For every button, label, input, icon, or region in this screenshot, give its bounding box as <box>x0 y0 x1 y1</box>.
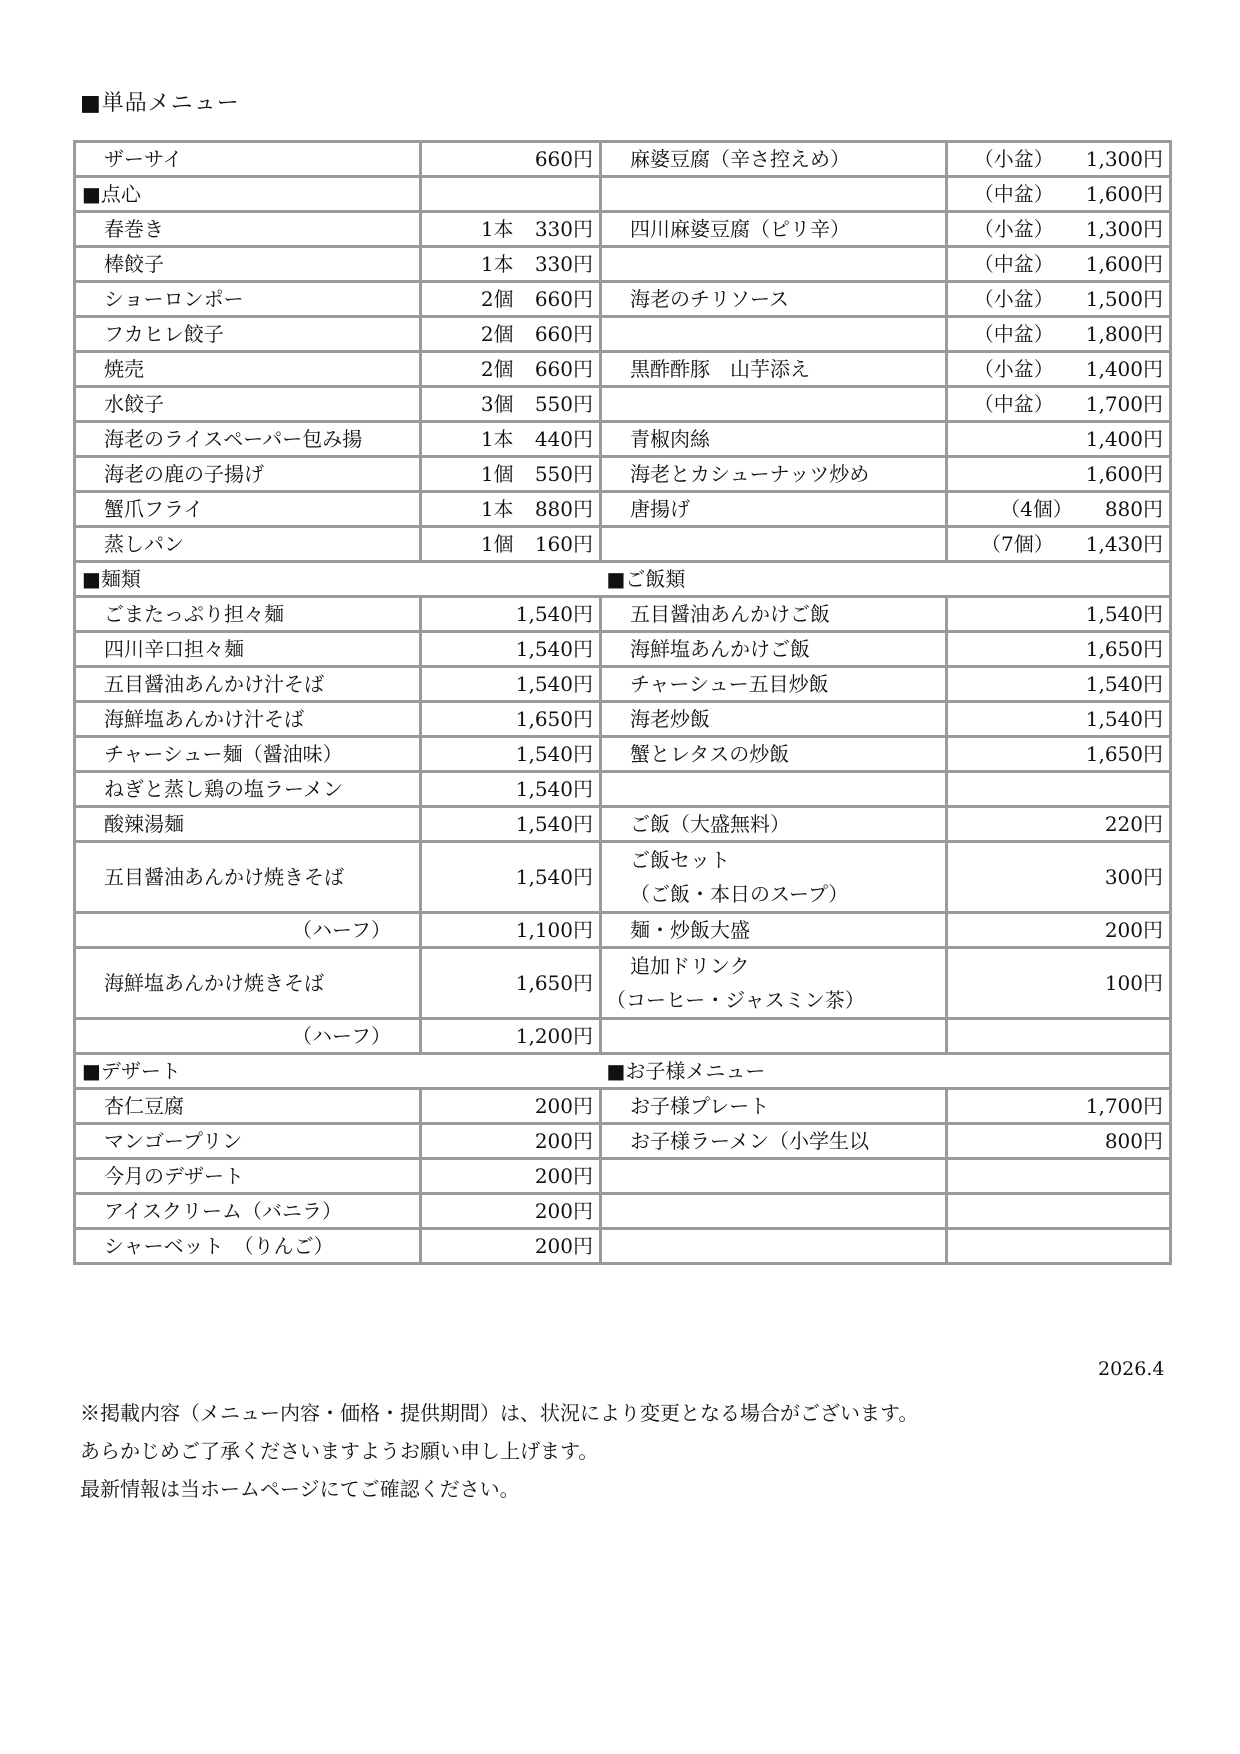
price-value: 1,800円 <box>1085 322 1163 346</box>
item-price <box>947 212 1171 247</box>
item-size: （中盆） <box>973 252 1054 276</box>
item-name-detail: （コーヒー・ジャスミン茶） <box>606 988 865 1012</box>
table-row <box>75 842 1171 913</box>
item-name <box>601 1229 947 1264</box>
item-quantity: 1本 <box>480 252 514 276</box>
item-name: お子様プレート <box>601 1089 947 1124</box>
item-price: 1,540円 <box>421 667 601 702</box>
table-row <box>75 737 1171 772</box>
table-row <box>75 1194 1171 1229</box>
item-name: 海鮮塩あんかけ焼きそば <box>75 948 421 1019</box>
price-value: 1,600円 <box>1085 252 1163 276</box>
item-name: ショーロンポー <box>75 282 421 317</box>
table-row <box>75 1229 1171 1264</box>
item-name: フカヒレ餃子 <box>75 317 421 352</box>
item-name: 酸辣湯麺 <box>75 807 421 842</box>
item-price: 1,540円 <box>947 667 1171 702</box>
item-name: 海老の鹿の子揚げ <box>75 457 421 492</box>
price-value: 1,500円 <box>1085 287 1163 311</box>
price-value: 1,300円 <box>1085 147 1163 171</box>
item-price <box>947 317 1171 352</box>
item-name: ごまたっぷり担々麺 <box>75 597 421 632</box>
price-value: 1,600円 <box>1085 462 1163 486</box>
section-heading: ■ご飯類 <box>601 562 1171 597</box>
item-quantity: 2個 <box>480 357 514 381</box>
item-name: チャーシュー五目炒飯 <box>601 667 947 702</box>
item-price: 200円 <box>421 1194 601 1229</box>
table-row <box>75 457 1171 492</box>
table-row <box>75 247 1171 282</box>
item-name: 唐揚げ <box>601 492 947 527</box>
price-value: 1,430円 <box>1085 532 1163 556</box>
item-name <box>601 247 947 282</box>
item-price: 1,540円 <box>421 772 601 807</box>
item-price <box>421 212 601 247</box>
item-name: 焼売 <box>75 352 421 387</box>
item-size: （小盆） <box>973 357 1054 381</box>
item-price <box>947 352 1171 387</box>
item-price: 200円 <box>947 913 1171 948</box>
item-name: 蟹とレタスの炒飯 <box>601 737 947 772</box>
item-price: 1,540円 <box>421 632 601 667</box>
table-row <box>75 632 1171 667</box>
item-size: （4個） <box>1000 497 1073 521</box>
item-price: 200円 <box>421 1124 601 1159</box>
item-price <box>947 527 1171 562</box>
table-row <box>75 387 1171 422</box>
item-quantity: 3個 <box>480 392 514 416</box>
item-name: 五目醤油あんかけご飯 <box>601 597 947 632</box>
table-row <box>75 317 1171 352</box>
item-price <box>421 282 601 317</box>
price-value: 550円 <box>534 462 593 486</box>
item-name: 海鮮塩あんかけ汁そば <box>75 702 421 737</box>
note-line: ※掲載内容（メニュー内容・価格・提供期間）は、状況により変更となる場合がございます。 <box>80 1401 919 1425</box>
table-row <box>75 492 1171 527</box>
price-value: 880円 <box>1104 497 1163 521</box>
item-size: （中盆） <box>973 392 1054 416</box>
table-row <box>75 807 1171 842</box>
table-row <box>75 1124 1171 1159</box>
item-price <box>421 422 601 457</box>
table-row <box>75 212 1171 247</box>
item-price: 1,100円 <box>421 913 601 948</box>
item-price <box>421 527 601 562</box>
item-price <box>421 457 601 492</box>
table-row <box>75 772 1171 807</box>
item-size: （小盆） <box>973 287 1054 311</box>
item-price <box>947 247 1171 282</box>
item-name <box>601 177 947 212</box>
item-name: 海老のチリソース <box>601 282 947 317</box>
notes <box>80 1394 918 1508</box>
item-name: 四川麻婆豆腐（ピリ辛） <box>601 212 947 247</box>
item-name <box>601 842 947 913</box>
item-price: 1,540円 <box>421 807 601 842</box>
item-price: 1,650円 <box>421 948 601 1019</box>
item-name: 海老のライスペーパー包み揚 <box>75 422 421 457</box>
table-row <box>75 1019 1171 1054</box>
item-name: お子様ラーメン（小学生以 <box>601 1124 947 1159</box>
item-name: 今月のデザート <box>75 1159 421 1194</box>
price-value: 550円 <box>534 392 593 416</box>
item-price <box>947 1194 1171 1229</box>
price-value: 1,400円 <box>1085 357 1163 381</box>
table-row <box>75 142 1171 177</box>
item-name: 蟹爪フライ <box>75 492 421 527</box>
table-row <box>75 422 1171 457</box>
item-name: 麻婆豆腐（辛さ控えめ） <box>601 142 947 177</box>
table-row <box>75 948 1171 1019</box>
section-header-row <box>75 1054 1171 1089</box>
item-name: ねぎと蒸し鶏の塩ラーメン <box>75 772 421 807</box>
item-size: （小盆） <box>973 217 1054 241</box>
item-name-line: 追加ドリンク <box>630 954 750 978</box>
item-price: 800円 <box>947 1124 1171 1159</box>
item-name: 五目醤油あんかけ汁そば <box>75 667 421 702</box>
item-quantity: 1本 <box>480 497 514 521</box>
price-value: 880円 <box>534 497 593 521</box>
item-name: マンゴープリン <box>75 1124 421 1159</box>
section-heading: ■デザート <box>75 1054 601 1089</box>
table-row <box>75 177 1171 212</box>
item-price <box>947 282 1171 317</box>
item-price: 220円 <box>947 807 1171 842</box>
item-size: （小盆） <box>973 147 1054 171</box>
item-price: 1,540円 <box>947 597 1171 632</box>
price-value: 330円 <box>534 252 593 276</box>
price-value: 660円 <box>534 322 593 346</box>
note-line: あらかじめご了承くださいますようお願い申し上げます。 <box>80 1439 599 1463</box>
item-price: 1,540円 <box>421 737 601 772</box>
item-name: アイスクリーム（バニラ） <box>75 1194 421 1229</box>
item-name <box>601 387 947 422</box>
item-price: 1,540円 <box>421 597 601 632</box>
page-title: ■単品メニュー <box>80 91 240 116</box>
item-name: 海鮮塩あんかけご飯 <box>601 632 947 667</box>
item-price: 1,650円 <box>947 632 1171 667</box>
price-value: 330円 <box>534 217 593 241</box>
item-price <box>421 247 601 282</box>
empty-cell <box>421 177 601 212</box>
item-price: 300円 <box>947 842 1171 913</box>
item-name: 麺・炒飯大盛 <box>601 913 947 948</box>
half-size-label: （ハーフ） <box>75 1019 421 1054</box>
table-row <box>75 667 1171 702</box>
item-price <box>421 492 601 527</box>
item-quantity: 1本 <box>480 217 514 241</box>
item-price <box>421 352 601 387</box>
item-name <box>601 1019 947 1054</box>
section-header-row <box>75 562 1171 597</box>
item-price: 1,650円 <box>947 737 1171 772</box>
price-value: 1,300円 <box>1085 217 1163 241</box>
price-value: 160円 <box>534 532 593 556</box>
item-price: 100円 <box>947 948 1171 1019</box>
item-price <box>947 457 1171 492</box>
item-price <box>947 492 1171 527</box>
item-name <box>601 317 947 352</box>
item-name: 杏仁豆腐 <box>75 1089 421 1124</box>
item-price: 1,200円 <box>421 1019 601 1054</box>
item-price <box>947 1159 1171 1194</box>
item-name: ご飯（大盛無料） <box>601 807 947 842</box>
item-price <box>947 142 1171 177</box>
item-price: 1,540円 <box>421 842 601 913</box>
table-row <box>75 1159 1171 1194</box>
item-name: 青椒肉絲 <box>601 422 947 457</box>
item-name <box>601 1194 947 1229</box>
table-row <box>75 913 1171 948</box>
item-name: 海老とカシューナッツ炒め <box>601 457 947 492</box>
item-name: 五目醤油あんかけ焼きそば <box>75 842 421 913</box>
item-name-detail: （ご飯・本日のスープ） <box>630 882 849 906</box>
item-size: （中盆） <box>973 182 1054 206</box>
menu-table <box>73 140 1172 1265</box>
item-price <box>947 772 1171 807</box>
item-name: 四川辛口担々麺 <box>75 632 421 667</box>
item-price: 200円 <box>421 1159 601 1194</box>
item-name: 海老炒飯 <box>601 702 947 737</box>
table-row <box>75 1089 1171 1124</box>
item-price <box>947 422 1171 457</box>
item-name <box>601 772 947 807</box>
price-value: 440円 <box>534 427 593 451</box>
note-line: 最新情報は当ホームページにてご確認ください。 <box>80 1477 520 1501</box>
section-heading: ■点心 <box>75 177 421 212</box>
section-heading: ■お子様メニュー <box>601 1054 1171 1089</box>
half-size-label: （ハーフ） <box>75 913 421 948</box>
item-price <box>947 387 1171 422</box>
price-value: 1,400円 <box>1085 427 1163 451</box>
item-price <box>421 387 601 422</box>
item-name: 水餃子 <box>75 387 421 422</box>
item-size: （7個） <box>981 532 1054 556</box>
item-price: 660円 <box>421 142 601 177</box>
item-price: 200円 <box>421 1089 601 1124</box>
item-price <box>421 317 601 352</box>
item-price <box>947 1229 1171 1264</box>
item-price <box>947 177 1171 212</box>
item-quantity: 1本 <box>480 427 514 451</box>
item-name: ザーサイ <box>75 142 421 177</box>
price-value: 1,600円 <box>1085 182 1163 206</box>
price-value: 660円 <box>534 357 593 381</box>
revision-date: 2026.4 <box>1098 1358 1165 1380</box>
item-name: 蒸しパン <box>75 527 421 562</box>
item-name: 棒餃子 <box>75 247 421 282</box>
item-name-line: ご飯セット <box>630 848 730 872</box>
item-quantity: 2個 <box>480 287 514 311</box>
price-value: 660円 <box>534 287 593 311</box>
item-price: 200円 <box>421 1229 601 1264</box>
item-price: 1,650円 <box>421 702 601 737</box>
section-heading: ■麺類 <box>75 562 601 597</box>
item-name <box>601 1159 947 1194</box>
item-quantity: 1個 <box>480 532 514 556</box>
item-price: 1,540円 <box>947 702 1171 737</box>
item-name: シャーベット （りんご） <box>75 1229 421 1264</box>
price-value: 1,700円 <box>1085 392 1163 416</box>
item-price <box>947 1019 1171 1054</box>
item-name <box>601 527 947 562</box>
item-name: チャーシュー麺（醤油味） <box>75 737 421 772</box>
item-name: 黒酢酢豚 山芋添え <box>601 352 947 387</box>
item-name: 春巻き <box>75 212 421 247</box>
item-quantity: 1個 <box>480 462 514 486</box>
item-name <box>601 948 947 1019</box>
table-row <box>75 702 1171 737</box>
item-size: （中盆） <box>973 322 1054 346</box>
table-row <box>75 282 1171 317</box>
item-quantity: 2個 <box>480 322 514 346</box>
item-price: 1,700円 <box>947 1089 1171 1124</box>
table-row <box>75 597 1171 632</box>
table-row <box>75 527 1171 562</box>
table-row <box>75 352 1171 387</box>
